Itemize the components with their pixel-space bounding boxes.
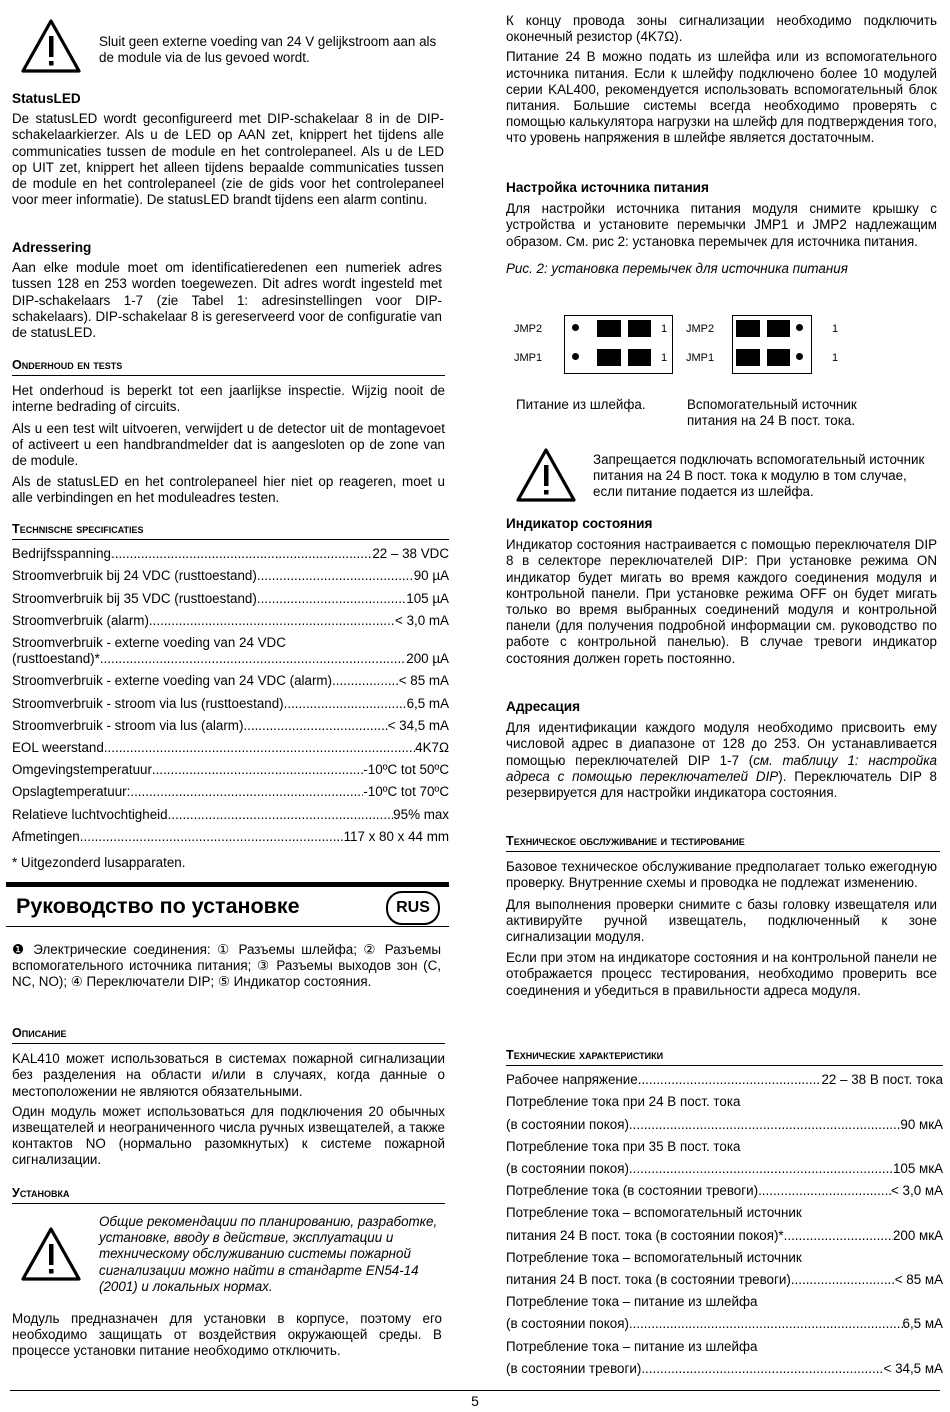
spec-row [12, 762, 449, 778]
rus-intro: ❶ Электрические соединения: ① Разъемы шлейфа; ② Разъемы вспомогательного источника питания; ③ Разъемы выходов зон (C, NC, NO); ④ Переключатели DIP; ⑤ Индикатор состояния. [12, 942, 441, 990]
spec-label: (в состоянии тревоги) [506, 1360, 642, 1376]
jumper-diagram-loop [514, 312, 674, 376]
statusled-text: De statusLED wordt geconfigureerd met DIP-schakelaar 8 in de DIP-schakelaarkierzer. Als u de LED op AAN zet, knippert het tijdens alle communicaties tussen de module en het controlepaneel. Als u de LED op UIT zet, knippert het alleen tijdens bepaalde communicaties tussen de module en het controlepaneel (zie de gids voor het controlepaneel voor meer informatie). De statusLED brandt tijdens een alarm continu. [12, 111, 444, 208]
eol-text: К концу провода зоны сигнализации необходимо подключить оконечный резистор (4K7Ω). [506, 13, 937, 45]
spec-label: Рабочее напряжение [506, 1072, 638, 1088]
description-text-2: Один модуль может использоваться для подключения 20 обычных извещателей и неограниченного числа ручных извещателей, а также контактов NO (нормально разомкнутых) к системе пожарной сигнализации. [12, 1103, 445, 1168]
spec-value: < 3,0 mA [395, 612, 449, 628]
maintenance-text-2: Als u een test wilt uitvoeren, verwijdert u de detector uit de montagevoet of activeert u een handbrandmelder dat is aangesloten op de zone van de module. [12, 420, 445, 469]
spec-label: Opslagtemperatuur: [12, 784, 131, 800]
indicator-text: Индикатор состояния настраивается с помощью переключателя DIP 8 в селекторе переключателей DIP: При установке режима ON индикатор будет мигать во время каждого соединения модуля и контрольной панели. При установке режима OFF он будет мигать только во время выбранных соединений модуля и контрольной панели (для получения подробной информации см. руководство по работе с контрольной панелью). В случае тревоги индикатор состояния должен гореть постоянно. [506, 537, 937, 666]
spec-label: Потребление тока (в состоянии тревоги) [506, 1183, 759, 1199]
pin-1-label: 1 [832, 352, 839, 364]
section-rule [6, 882, 449, 887]
spec-label: Afmetingen [12, 828, 80, 844]
spec-value: 105 мкА [892, 1161, 943, 1177]
spec-row [12, 696, 449, 712]
spec-label: (в состоянии покоя) [506, 1161, 629, 1177]
maintenance-text-3: Als de statusLED en het controlepaneel hier niet op reageren, moet u alle verbindingen en het moduleadres testen. [12, 474, 445, 506]
spec-row [12, 829, 449, 845]
description-text-1: KAL410 может использоваться в системах пожарной сигнализации без разделения на области и/или в случаях, когда данные о местоположении не являются обязательными. [12, 1051, 445, 1099]
pin-1-label: 1 [661, 352, 668, 364]
spec-value: 200 мкА [892, 1227, 943, 1243]
spec-value: 22 – 38 VDC [372, 546, 449, 562]
spec-row [12, 784, 449, 800]
jmp2-label: JMP2 [514, 323, 543, 335]
pin-1-label: 1 [832, 323, 839, 335]
spec-value: < 85 mA [398, 673, 449, 689]
maintenance-text-1: Het onderhoud is beperkt tot een jaarlijkse inspectie. Wijzig nooit de interne bedrading of circuits. [12, 383, 445, 415]
figure-caption: Рис. 2: установка перемычек для источника питания [506, 260, 848, 276]
rus-section-title: Руководство по установке [16, 894, 300, 918]
spec-label: питания 24 В пост. тока (в состоянии покоя)* [506, 1227, 784, 1243]
installation-text: Модуль предназначен для установки в корпусе, поэтому его необходимо защищать от воздействия окружающей среды. В процессе установки питание необходимо отключить. [12, 1311, 442, 1359]
spec-label: Stroomverbruik - stroom via lus (alarm) [12, 717, 244, 733]
spec-value: 6,5 mA [406, 695, 449, 711]
spec-value: -10ºC tot 50ºC [363, 762, 449, 778]
psu-text: Для настройки источника питания модуля снимите крышку с устройства и установите перемычки JMP1 и JMP2 надлежащим образом. См. рис 2: установка перемычек для источника питания. [506, 201, 937, 249]
spec-label: Bedrijfsspanning [12, 546, 112, 562]
warning-text: Sluit geen externe voeding van 24 V gelijkstroom aan als de module via de lus gevoed wordt. [99, 34, 437, 66]
spec-value: 4K7Ω [415, 740, 449, 756]
ru-maintenance-heading: Техническое обслуживание и тестирование [506, 833, 940, 852]
spec-row [506, 1361, 943, 1377]
spec-row [506, 1183, 943, 1199]
spec-label: Потребление тока – питание из шлейфа [506, 1338, 758, 1354]
spec-value: 200 µA [406, 651, 449, 667]
ru-maintenance-text-3: Если при этом на индикаторе состояния и на контрольной панели не отображается процесс тестирования, необходимо проверить все соединения и убедиться в правильности адреса модуля. [506, 950, 937, 998]
installation-warning: Общие рекомендации по планированию, разработке, установке, вводу в действие, эксплуатации и техническому обслуживанию системы пожарной сигнализации можно найти в стандарте EN54-14 (2001) и локальных нормах. [99, 1214, 438, 1294]
jmp1-label: JMP1 [514, 352, 543, 364]
spec-value: 105 µA [406, 590, 449, 606]
spec-row [12, 546, 449, 562]
installation-heading: Установка [12, 1185, 445, 1204]
spec-value: 90 µA [413, 568, 449, 584]
caption-loop-power: Питание из шлейфа. [516, 397, 646, 412]
section-rule [6, 926, 449, 927]
rus-badge: RUS [386, 891, 440, 925]
spec-row [506, 1161, 943, 1177]
spec-label: Потребление тока – питание из шлейфа [506, 1294, 758, 1310]
spec-row [506, 1228, 943, 1244]
spec-label: Stroomverbruik - externe voeding van 24 VDC (alarm) [12, 673, 333, 689]
pin-1-label: 1 [661, 323, 668, 335]
spec-label: Stroomverbruik (alarm) [12, 612, 149, 628]
spec-row [12, 718, 449, 734]
spec-row [12, 740, 449, 756]
maintenance-heading: Onderhoud en tests [12, 357, 445, 376]
spec-label: Stroomverbruik - externe voeding van 24 VDC [12, 635, 286, 651]
warning-icon [515, 447, 577, 503]
address-text: Для идентификации каждого модуля необходимо присвоить ему числовой адрес в диапазоне от 128 до 253. Он устанавливается помощью переключателей DIP 1-7 (см. таблицу 1: настройка адреса с помощью переключателей DIP). Переключатель DIP 8 резервируется для настройки индикатора состояния. [506, 720, 937, 801]
spec-value: < 3,0 мА [890, 1183, 943, 1199]
address-heading: Адресация [506, 699, 581, 714]
spec-label: Потребление тока – вспомогательный источник [506, 1205, 802, 1221]
addressing-heading: Adressering [12, 240, 92, 255]
spec-label: Потребление тока – вспомогательный источник [506, 1249, 802, 1265]
spec-label: (rusttoestand)* [12, 651, 100, 667]
footnote: * Uitgezonderd lusapparaten. [12, 855, 186, 871]
spec-value: -10ºC tot 70ºC [363, 784, 449, 800]
spec-value: 95% max [393, 806, 449, 822]
caption-aux-power: Вспомогательный источник питания на 24 В пост. тока. [687, 397, 857, 429]
ru-tech-heading: Технические характеристики [506, 1047, 943, 1066]
ru-maintenance-text-1: Базовое техническое обслуживание предполагает только ежегодную проверку. Внутренние схемы и проводка не подлежат изменению. [506, 859, 937, 891]
spec-label: (в состоянии покоя) [506, 1116, 629, 1132]
spec-row [506, 1072, 943, 1088]
spec-row [506, 1272, 943, 1288]
aux-warning-text: Запрещается подключать вспомогательный источник питания на 24 В пост. тока к модулю в том случае, если питание подается из шлейфа. [593, 452, 925, 500]
footer-rule [10, 1390, 940, 1391]
page-number: 5 [471, 1393, 479, 1409]
jmp2-label: JMP2 [686, 323, 715, 335]
warning-icon [20, 18, 82, 74]
spec-value: < 34,5 мА [883, 1360, 943, 1376]
spec-row [12, 568, 449, 584]
ru-spec-list [506, 1072, 943, 1377]
jmp1-label: JMP1 [686, 352, 715, 364]
spec-value: 90 мкА [900, 1116, 943, 1132]
ru-maintenance-text-2: Для выполнения проверки снимите с базы головку извещателя или активируйте ручной извещатель, подключенный к зоне сигнализации модуля. [506, 896, 937, 945]
spec-label: Потребление тока при 24 В пост. тока [506, 1094, 741, 1110]
spec-label: Relatieve luchtvochtigheid [12, 806, 168, 822]
spec-value: 117 x 80 x 44 mm [343, 828, 449, 844]
spec-row [12, 651, 449, 667]
spec-value: 22 – 38 В пост. тока [821, 1072, 943, 1088]
indicator-heading: Индикатор состояния [506, 516, 653, 531]
spec-label: Потребление тока при 35 В пост. тока [506, 1138, 741, 1154]
spec-label: (в состоянии покоя) [506, 1316, 629, 1332]
spec-label: питания 24 В пост. тока (в состоянии тревоги) [506, 1272, 791, 1288]
spec-row [506, 1316, 943, 1332]
jumper-diagram-aux [686, 312, 846, 376]
spec-label: EOL weerstand [12, 740, 104, 756]
power-text: Питание 24 В можно подать из шлейфа или из вспомогательного источника питания. Если к шлейфу подключено более 10 модулей серии KAL400, рекомендуется использовать вспомогательный блок питания. Большие системы всегда необходимо проверять с помощью калькулятора нагрузки на шлейф для подтверждения того, что уровень напряжения в шлейфе является достаточным. [506, 49, 937, 146]
spec-list [12, 546, 449, 845]
statusled-heading: StatusLED [12, 91, 81, 106]
spec-row [12, 673, 449, 689]
tech-specs-heading: Technische specificaties [12, 521, 449, 540]
spec-label: Stroomverbruik bij 35 VDC (rusttoestand) [12, 590, 257, 606]
spec-row [506, 1117, 943, 1133]
spec-value: < 34,5 mA [387, 717, 449, 733]
description-heading: Описание [12, 1025, 445, 1044]
spec-label: Omgevingstemperatuur [12, 762, 152, 778]
spec-row [12, 613, 449, 629]
spec-value: 6,5 мА [902, 1316, 943, 1332]
spec-value: < 85 мА [894, 1272, 943, 1288]
spec-row [12, 591, 449, 607]
psu-heading: Настройка источника питания [506, 180, 709, 195]
warning-icon [20, 1226, 82, 1282]
spec-row [12, 807, 449, 823]
spec-label: Stroomverbruik bij 24 VDC (rusttoestand) [12, 568, 257, 584]
spec-label: Stroomverbruik - stroom via lus (rusttoestand) [12, 695, 284, 711]
addressing-text: Aan elke module moet om identificatieredenen een numeriek adres tussen 128 en 253 worden toegewezen. Dit adres wordt ingesteld met DIP-schakelaars 1-7 (zie Tabel 1: adresinstellingen voor DIP-schakelaars). DIP-schakelaar 8 is gereserveerd voor de configuratie van de statusLED. [12, 260, 442, 341]
